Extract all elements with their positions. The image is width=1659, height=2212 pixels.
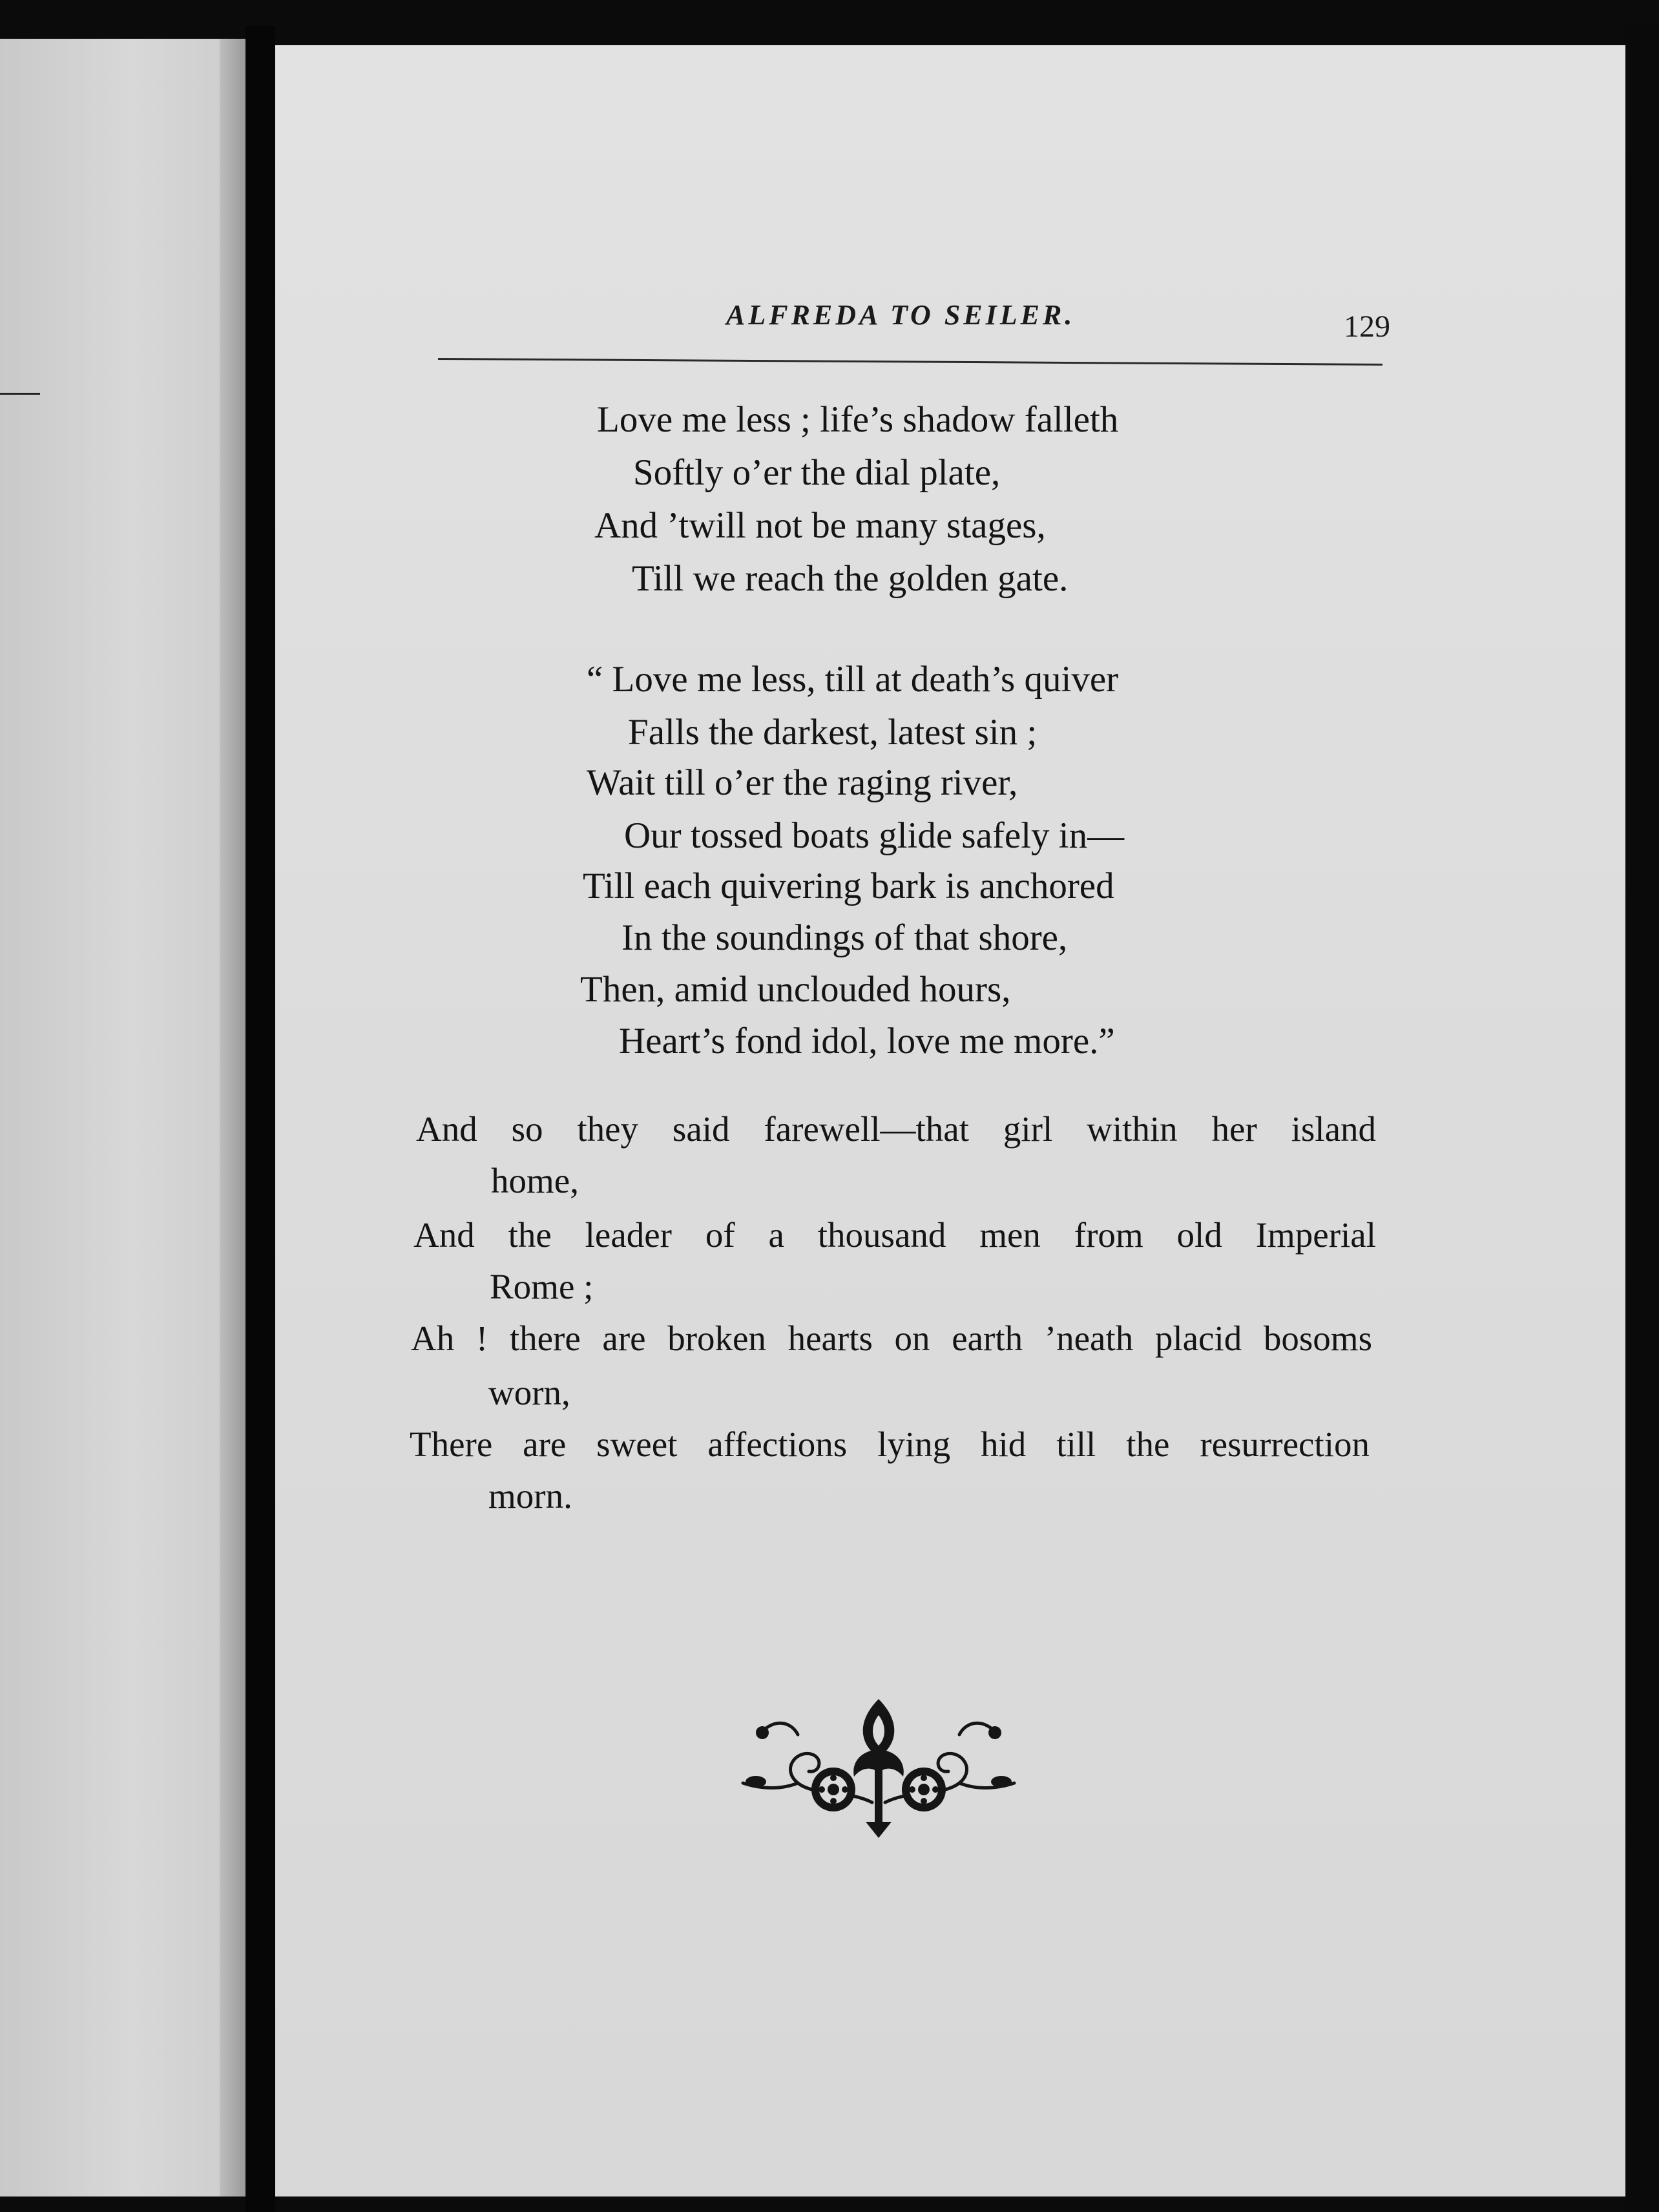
floral-tailpiece-icon	[736, 1693, 1021, 1841]
poem-line: Love me less ; life’s shadow falleth	[597, 399, 1119, 440]
poem-line-text: There are sweet affections lying hid till the resurrection	[410, 1424, 1370, 1464]
poem-line: In the soundings of that shore,	[621, 917, 1068, 958]
poem-line: Our tossed boats glide safely in—	[624, 815, 1125, 856]
poem-line: Rome ;	[490, 1267, 594, 1306]
page-number: 129	[1344, 309, 1390, 344]
poem-line: Till each quivering bark is anchored	[583, 866, 1114, 906]
poem-line: morn.	[488, 1476, 572, 1516]
poem-line	[410, 1424, 1370, 1465]
poem-line: Softly o’er the dial plate,	[633, 452, 1001, 493]
poem-line: Till we reach the golden gate.	[632, 558, 1069, 599]
facing-page-rule	[0, 393, 40, 395]
poem-line: home,	[491, 1161, 579, 1200]
poem-line: Falls the darkest, latest sin ;	[628, 712, 1038, 753]
poem-line: “ Love me less, till at death’s quiver	[587, 659, 1119, 700]
poem-line: And ’twill not be many stages,	[594, 505, 1046, 546]
poem-line	[413, 1215, 1376, 1256]
poem-line: Wait till o’er the raging river,	[587, 762, 1018, 803]
facing-page	[0, 39, 220, 2196]
scan-border	[1625, 26, 1659, 2212]
poem-line	[416, 1109, 1376, 1150]
running-title: ALFREDA TO SEILER.	[726, 299, 1076, 331]
poem-line-text: And the leader of a thousand men from old Imperial	[413, 1215, 1376, 1255]
poem-line: Heart’s fond idol, love me more.”	[619, 1021, 1115, 1061]
poem-line-text: Ah ! there are broken hearts on earth ’neath placid bosoms	[411, 1319, 1372, 1358]
book-gutter	[245, 26, 275, 2212]
poem-line-text: And so they said farewell—that girl within her island	[416, 1109, 1376, 1149]
page-edge	[220, 39, 245, 2196]
poem-line: Then, amid unclouded hours,	[580, 969, 1011, 1010]
poem-line	[411, 1318, 1372, 1359]
poem-line: worn,	[488, 1373, 570, 1412]
